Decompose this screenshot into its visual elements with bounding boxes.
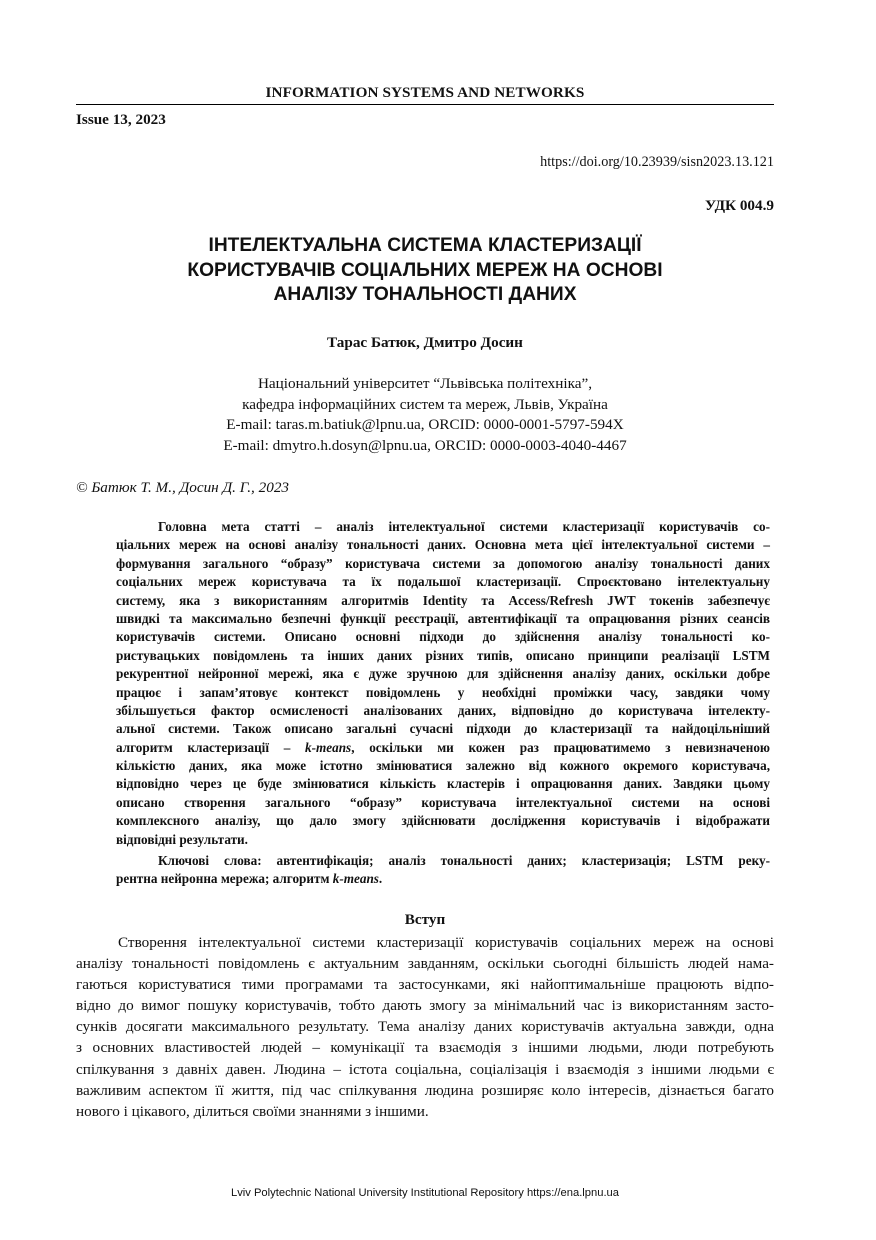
abstract-line: відповідні результати. xyxy=(116,831,248,847)
abstract-line: ціальних мереж на основі аналізу тональності даних. Основна мета цієї інтелектуальної системи – xyxy=(116,537,770,553)
keywords-line: Ключові слова: автентифікація; аналіз тональності даних; кластеризація; LSTM реку- xyxy=(158,853,770,868)
copyright: © Батюк Т. М., Досин Д. Г., 2023 xyxy=(76,479,290,496)
affiliation-line: кафедра інформаційних систем та мереж, Львів, Україна xyxy=(242,395,608,413)
abstract-line: швидкі та максимально безпечні функції реєстрації, автентифікації та опрацювання різних сеансів xyxy=(116,610,770,626)
affiliation xyxy=(76,374,774,456)
kmeans-term: k-means xyxy=(305,739,352,755)
keywords-line xyxy=(116,870,770,888)
intro-paragraph xyxy=(76,932,774,1122)
issue-label: Issue 13, 2023 xyxy=(76,111,166,128)
abstract-line: відповідно через це буде змінюватися кількість кластерів і опрацювання даних. Завдяки цьому xyxy=(116,776,770,792)
abstract-line: альної системи. Також описано загальні сучасні підходи до кластеризації та найдоцільніший xyxy=(116,721,770,737)
intro-line: аналізу тональності повідомлень є актуальним завданням, оскільки сьогодні більшість людей нама- xyxy=(76,955,774,973)
abstract-line: кількістю даних, яка може істотно змінюватися залежно від кожного окремого користувача, xyxy=(116,758,770,774)
abstract-text: , оскільки ми кожен раз працюватимемо з невизначеною xyxy=(351,739,770,755)
authors: Тарас Батюк, Дмитро Досин xyxy=(327,334,523,351)
abstract-line: Головна мета статті – аналіз інтелектуальної системи кластеризації користувачів со- xyxy=(158,519,770,534)
affiliation-line: Національний університет “Львівська політехніка”, xyxy=(257,375,593,392)
abstract-line: ристувацьких повідомлень та інших даних різних типів, описано принципи реалізації LSTM xyxy=(116,647,770,663)
abstract-line: працює і запам’ятовує контекст повідомлень у необхідні проміжки часу, завдяки чому xyxy=(116,684,770,700)
abstract-line xyxy=(116,739,770,757)
intro-line: спілкування з давніх давен. Людина – істота соціальна, соціалізація і взаємодія з іншими людьми є xyxy=(76,1060,774,1078)
abstract-text: алгоритм кластеризації – xyxy=(116,739,306,755)
repository-footer: Lviv Polytechnic National University Institutional Repository https://ena.lpnu.ua xyxy=(230,1187,620,1199)
doi-link[interactable]: https://doi.org/10.23939/sisn2023.13.121 xyxy=(540,154,774,170)
keywords-text: рентна нейронна мережа; алгоритм xyxy=(116,871,333,887)
title-line: ІНТЕЛЕКТУАЛЬНА СИСТЕМА КЛАСТЕРИЗАЦІЇ xyxy=(208,235,642,256)
intro-line: відно до вимог пошуку користувачів, тобто дають змогу за мінімальний час із використанням засто- xyxy=(76,997,774,1015)
abstract-line: користувачів системи. Описано основні підходи до здійснення аналізу тональності ко- xyxy=(116,629,770,645)
abstract-line: соціальних мереж користувача та їх подальшої кластеризації. Спроєктовано інтелектуальну xyxy=(116,574,770,590)
journal-name: INFORMATION SYSTEMS AND NETWORKS xyxy=(265,84,585,101)
title-line: АНАЛІЗУ ТОНАЛЬНОСТІ ДАНИХ xyxy=(273,284,577,305)
udk-code: УДК 004.9 xyxy=(704,197,774,214)
keywords xyxy=(116,852,770,889)
intro-line: Створення інтелектуальної системи кластеризації користувачів соціальних мереж на основі xyxy=(118,934,774,951)
paper-title xyxy=(76,234,774,308)
abstract-line: описано створення загального “образу” користувача інтелектуальної системи на основі xyxy=(116,794,770,810)
affiliation-email-2: E-mail: dmytro.h.dosyn@lpnu.ua, ORCID: 0000-0003-4040-4467 xyxy=(223,436,627,454)
keywords-text: . xyxy=(378,871,383,887)
abstract-line: формування загального “образу” користувача системи за допомогою аналізу тональності даних xyxy=(116,555,770,571)
abstract xyxy=(116,518,770,849)
abstract-line: збільшується фактор осмисленості аналізованих даних, відповідно до користувача інтелекту- xyxy=(116,702,770,718)
intro-line: сунків досягати максимального результату. Тема аналізу даних користувачів актуальна завжди, одна xyxy=(76,1018,774,1036)
abstract-line: систему, яка з використанням алгоритмів Identity та Access/Refresh JWT токенів забезпечує xyxy=(116,592,770,608)
intro-line: важливим аспектом її життя, під час спілкування людина розширяє коло інтересів, дізнається багато xyxy=(76,1081,774,1099)
kmeans-term: k-means xyxy=(332,871,379,887)
intro-line: з основних властивостей людей – комунікації та взаємодія з іншими людьми, люди потребують xyxy=(76,1039,774,1057)
abstract-line: рекурентної нейронної мережі, яка є дуже зручною для здійснення аналізу даних, оскільки добре xyxy=(116,666,770,682)
intro-line: гаються користуватися тими програмами та застосунками, які найоптимальніше працюють відпо- xyxy=(76,976,774,994)
section-heading-intro: Вступ xyxy=(404,911,446,928)
affiliation-email-1: E-mail: taras.m.batiuk@lpnu.ua, ORCID: 0000-0001-5797-594X xyxy=(226,416,624,433)
intro-line: нового і цікавого, ділиться своїми знаннями з іншими. xyxy=(76,1102,429,1120)
abstract-line: комплексного аналізу, що дало змогу здійснювати дослідження користувачів і відображати xyxy=(116,813,770,829)
title-line: КОРИСТУВАЧІВ СОЦІАЛЬНИХ МЕРЕЖ НА ОСНОВІ xyxy=(187,259,663,281)
header-rule xyxy=(76,104,774,105)
